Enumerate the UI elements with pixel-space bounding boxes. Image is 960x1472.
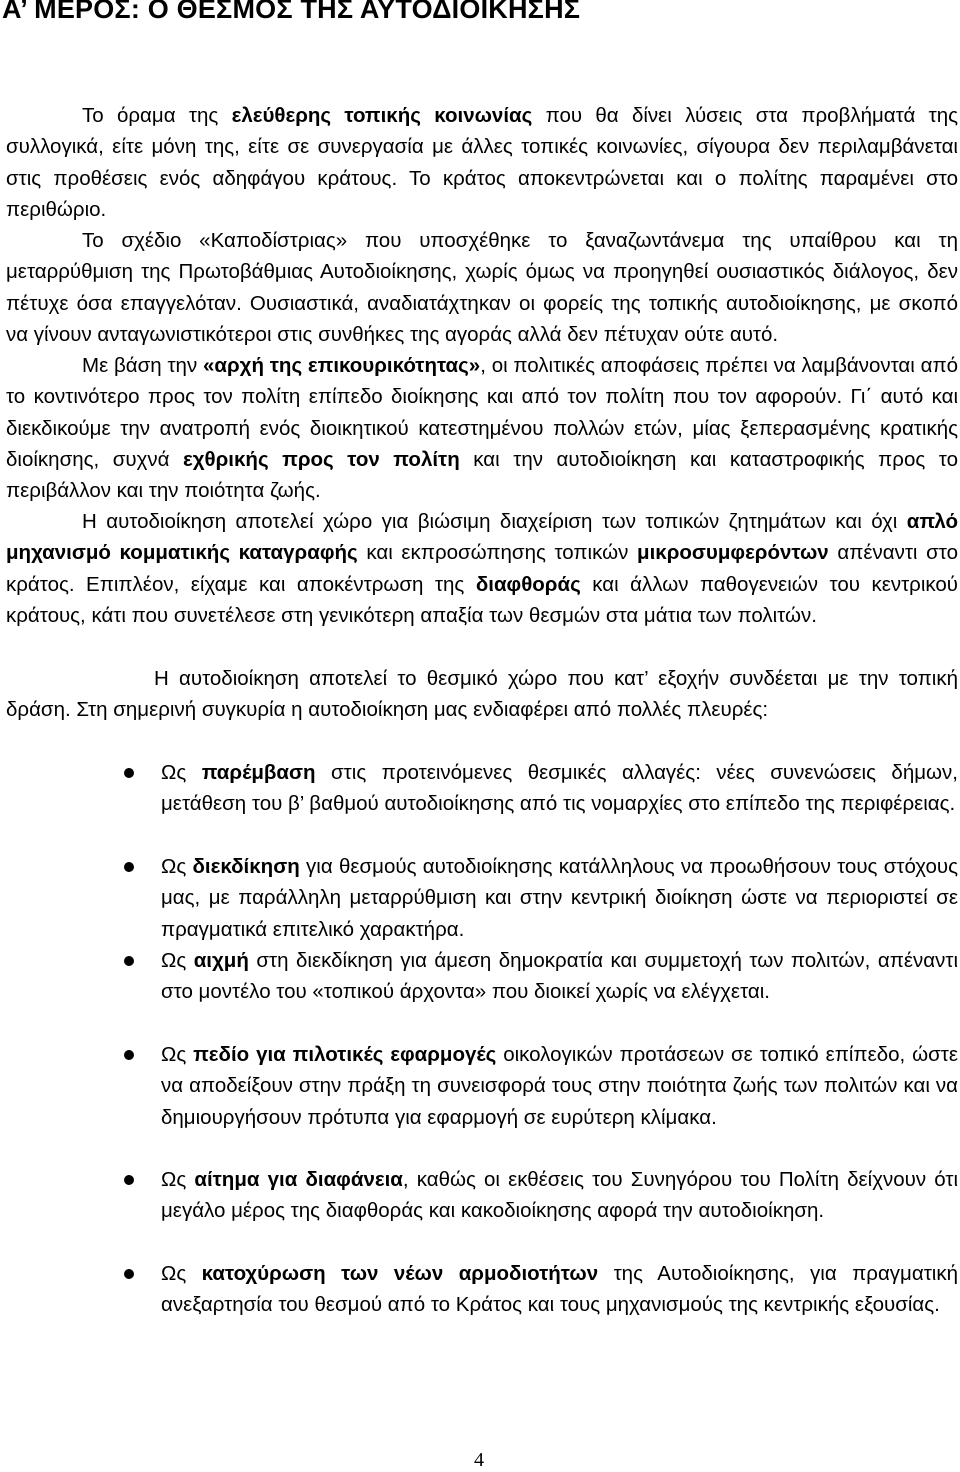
list-item-text: Ως παρέμβαση στις προτεινόμενες θεσμικές αλλαγές: νέες συνενώσεις δήμων, μετάθεση του β’ βαθμού αυτοδιοίκησης από τις νομαρχίες στο επίπεδο της περιφέρειας.	[161, 761, 959, 816]
bullet-icon	[124, 862, 134, 872]
bold-phrase: απλό μηχανισμό κομματικής καταγραφής	[6, 510, 958, 565]
bullet-icon	[124, 1050, 134, 1060]
bold-phrase: διαφθοράς	[475, 572, 581, 596]
paragraph-5: Η αυτοδιοίκηση αποτελεί το θεσμικό χώρο που κατ’ εξοχήν συνδέεται με την τοπική δράση. Στη σημερινή συγκυρία η αυτοδιοίκηση μας ενδιαφέρει από πολλές πλευρές:	[6, 667, 958, 722]
section-heading: Α’ ΜΕΡΟΣ: Ο ΘΕΣΜΟΣ ΤΗΣ ΑΥΤΟΔΙΟΙΚΗΣΗΣ	[2, 0, 581, 24]
list-item-text: Ως αιχμή στη διεκδίκηση για άμεση δημοκρατία και συμμετοχή των πολιτών, απέναντι στο μοντέλο του «τοπικού άρχοντα» που διοικεί χωρίς να ελέγχεται.	[161, 949, 958, 1004]
list-item-text: Ως πεδίο για πιλοτικές εφαρμογές οικολογικών προτάσεων σε τοπικό επίπεδο, ώστε να αποδείξουν στην πράξη τη συνεισφορά τους στην ποιότητα ζωής των πολιτών και να δημιουργήσουν πρότυπα για εφαρμογή σε ευρύτερη κλίμακα.	[161, 1043, 959, 1129]
bold-phrase: «αρχή της επικουρικότητας»	[203, 354, 481, 377]
list-item-text: Ως αίτημα για διαφάνεια, καθώς οι εκθέσεις του Συνηγόρου του Πολίτη δείχνουν ότι μεγάλο μέρος της διαφθοράς και κακοδιοίκησης αφορά την αυτοδιοίκηση.	[161, 1168, 958, 1223]
bold-phrase: μικροσυμφερόντων	[637, 541, 829, 565]
bullet-icon	[124, 956, 134, 966]
bullet-icon	[124, 1269, 134, 1279]
page-number: 4	[474, 1449, 484, 1471]
bold-phrase: ελεύθερης τοπικής κοινωνίας	[231, 104, 533, 127]
bullet-icon	[124, 768, 134, 778]
list-item-text: Ως διεκδίκηση για θεσμούς αυτοδιοίκησης κατάλληλους να προωθήσουν τους στόχους μας, με παράλληλη μεταρρύθμιση και στην κεντρική διοίκηση ώστε να περιοριστεί σε πραγματικά επιτελικό χαρακτήρα.	[161, 855, 958, 941]
list-item-text: Ως κατοχύρωση των νέων αρμοδιοτήτων της Αυτοδιοίκησης, για πραγματική ανεξαρτησία του θεσμού από το Κράτος και τους μηχανισμούς της κεντρικής εξουσίας.	[161, 1262, 959, 1317]
paragraph-3: Με βάση την «αρχή της επικουρικότητας», οι πολιτικές αποφάσεις πρέπει να λαμβάνονται από το κοντινότερο προς τον πολίτη επίπεδο διοίκησης και από τον πολίτη που τον αφορούν. Γι΄ αυτό και διεκδικούμε την ανατροπή ενός διοικητικού κατεστημένου πολλών ετών, μίας ξεπερασμένης κρατικής διοίκησης, συχνά εχθρικής προς τον πολίτη και την αυτοδιοίκηση και καταστροφικής προς το περιβάλλον και την ποιότητα ζωής.	[6, 354, 959, 503]
paragraph-4: Η αυτοδιοίκηση αποτελεί χώρο για βιώσιμη διαχείριση των τοπικών ζητημάτων και όχι απλό μηχανισμό κομματικής καταγραφής και εκπροσώπησης τοπικών μικροσυμφερόντων απέναντι στο κράτος. Επιπλέον, είχαμε και αποκέντρωση της διαφθοράς και άλλων παθογενειών του κεντρικού κράτους, κάτι που συνετέλεσε στη γενικότερη απαξία των θεσμών στα μάτια των πολιτών.	[6, 510, 959, 627]
bullet-icon	[124, 1175, 134, 1185]
bold-phrase: εχθρικής προς τον πολίτη	[183, 447, 460, 471]
paragraph-2: Το σχέδιο «Καποδίστριας» που υποσχέθηκε το ξαναζωντάνεμα της υπαίθρου και τη μεταρρύθμιση της Πρωτοβάθμιας Αυτοδιοίκησης, χωρίς όμως να προηγηθεί ουσιαστικός διάλογος, δεν πέτυχε όσα επαγγελόταν. Ουσιαστικά, αναδιατάχτηκαν οι φορείς της τοπικής αυτοδιοίκησης, με σκοπό να γίνουν ανταγωνιστικότεροι στις συνθήκες της αγοράς αλλά δεν πέτυχαν ούτε αυτό.	[6, 229, 958, 346]
paragraph-1: Το όραμα της ελεύθερης τοπικής κοινωνίας που θα δίνει λύσεις στα προβλήματά της συλλογικά, είτε μόνη της, είτε σε συνεργασία με άλλες τοπικές κοινωνίες, σίγουρα δεν περιλαμβάνεται στις προθέσεις ενός αδηφάγου κράτους. Το κράτος αποκεντρώνεται και ο πολίτης παραμένει στο περιθώριο.	[6, 104, 958, 221]
